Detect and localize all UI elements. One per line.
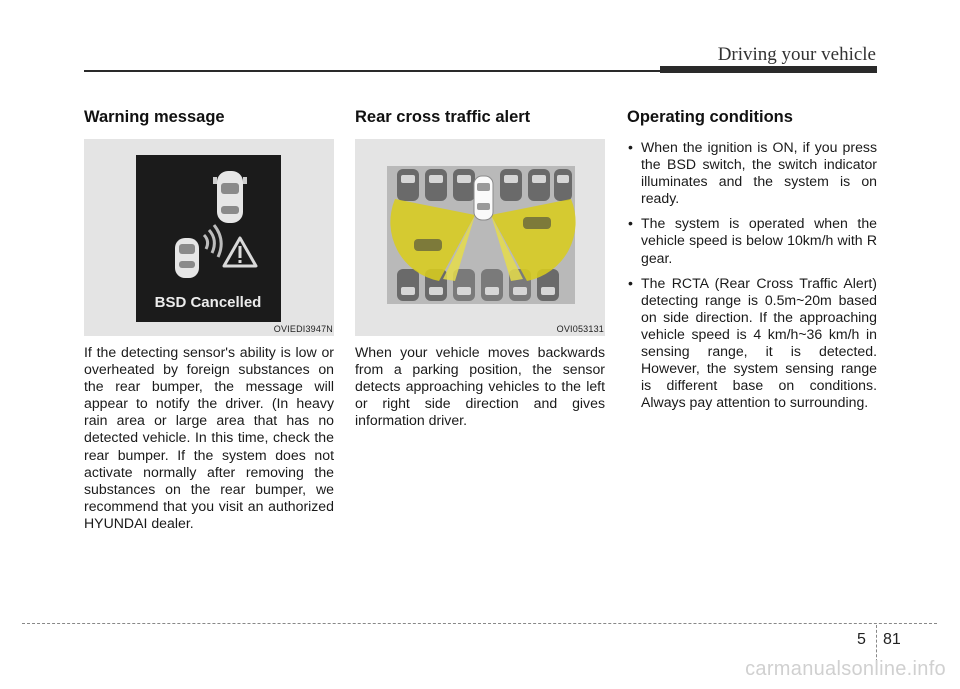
- operating-conditions-list: [627, 139, 877, 411]
- header-rule-thick: [660, 66, 877, 73]
- operating-conditions-column: [627, 108, 877, 419]
- bsd-cancelled-figure: [84, 139, 334, 336]
- list-item: • The RCTA (Rear Cross Traffic Alert) detecting range is 0.5m~20m based on side direction. If the approaching vehicle speed is 4 km/h~36 km/h in sensing range, it is detected. However, the system sensing range is different base on conditions. Always pay attention to surrounding.: [627, 275, 877, 412]
- chapter-number: 5: [857, 631, 866, 648]
- car-top-icon: [213, 171, 247, 223]
- page-number: 81: [883, 631, 901, 648]
- rcta-figure: [355, 139, 605, 336]
- warning-message-body: If the detecting sensor's ability is low or overheated by foreign substances on the rear bumper, the message will appear to notify the driver. (In heavy rain area or large area that has no detected vehicle. In this time, check the rear bumper. If the system does not activate normally after removing the substances on the rear bumper, we recommend that you visit an authorized HYUNDAI dealer.: [84, 344, 334, 531]
- list-item: • The system is operated when the vehicle speed is below 10km/h with R gear.: [627, 215, 877, 266]
- footer-divider: [22, 623, 937, 624]
- approaching-car-left-icon: [414, 239, 442, 251]
- approaching-car-right-icon: [523, 217, 551, 229]
- figure-code: OVIEDI3947N: [273, 324, 333, 334]
- watermark-text: carmanualsonline.info: [745, 658, 946, 680]
- bsd-cancelled-text: BSD Cancelled: [154, 294, 262, 311]
- bsd-display-illustration: [84, 139, 334, 336]
- warning-message-heading: Warning message: [84, 108, 225, 126]
- section-title: Driving your vehicle: [717, 44, 876, 65]
- rcta-parking-illustration: [355, 139, 605, 336]
- operating-conditions-heading: Operating conditions: [627, 108, 793, 126]
- own-vehicle-icon: [474, 176, 493, 220]
- rcta-column: [355, 108, 605, 429]
- header-rule-thin: [84, 70, 660, 72]
- rcta-heading: Rear cross traffic alert: [355, 108, 531, 126]
- rcta-body: When your vehicle moves backwards from a parking position, the sensor detects approaching vehicles to the left or right side direction and gives information driver.: [355, 344, 605, 429]
- car-left-icon: [175, 238, 199, 278]
- figure-code: OVI053131: [556, 324, 604, 334]
- warning-message-column: [84, 108, 334, 532]
- list-item: • When the ignition is ON, if you press the BSD switch, the switch indicator illuminates and the system is on ready.: [627, 139, 877, 207]
